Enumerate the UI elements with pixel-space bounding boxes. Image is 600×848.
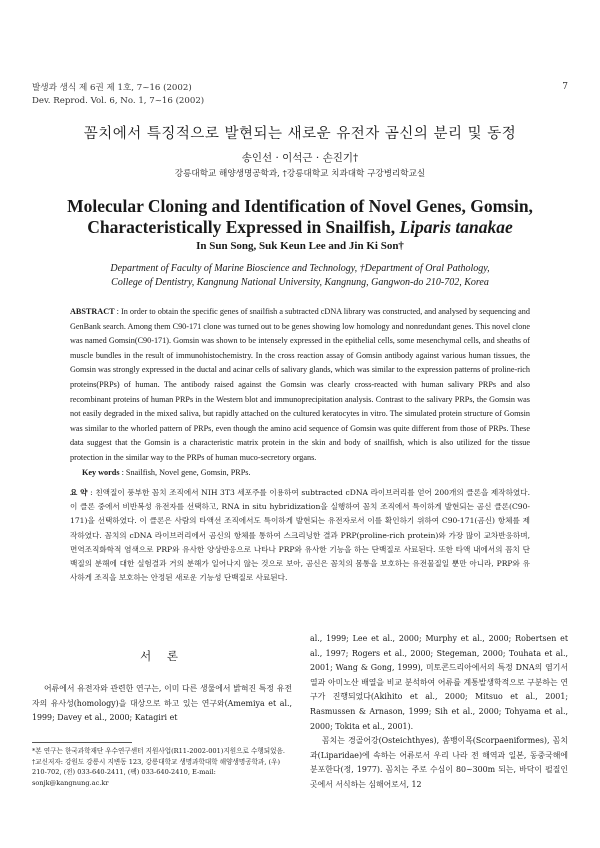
species-name: Liparis tanakae: [399, 217, 513, 237]
english-affiliation-line-2: College of Dentistry, Kangnung National University, Kangnung, Gangwon-do 210-702, Korea: [111, 277, 489, 288]
korean-abstract-label: 요 약: [70, 488, 88, 497]
intro-paragraph-1-continued: al., 1999; Lee et al., 2000; Murphy et al., 2000; Robertsen et al., 1997; Rogers et al., 2000; Stegeman, 2000; Touhata et al., 2001; Wang & Gong, 1999), 미토콘드리아에서의 특정 DNA의 염기서열과 아미노산 배열을 비교 분석하여 어류를 계통발생학적으로 구분하는 연구가 진행되었다(Akihito et al., 2000; Mitsuo et al., 2001; Rasmussen & Arnason, 1999; Sih et al., 2000; Tohyama et al., 2000; Tokita et al., 2001).: [310, 634, 568, 731]
intro-paragraph-2: 꼼치는 경골어강(Osteichthyes), 쏨뱅이목(Scorpaeniformes), 꼼치과(Liparidae)에 속하는 어류로서 우리 나라 전 해역과 일본, 동중국해에 분포한다(정, 1977). 꼼치는 주로 수심이 80~300m 되는, 바닥이 펄질인 곳에서 서식하는 심해어로서, 12: [310, 736, 568, 789]
footnote-funding: *본 연구는 한국과학재단 우수연구센터 지원사업(R11-2002-001)지원으로 수행되었음.: [32, 747, 285, 755]
footnotes: [32, 746, 292, 788]
section-heading-introduction: 서 론: [140, 649, 184, 663]
journal-citation-ko: 발생과 생식 제 6권 제 1호, 7~16 (2002): [32, 83, 192, 93]
english-title-line-2-text: Characteristically Expressed in Snailfish,: [87, 217, 400, 237]
english-authors: In Sun Song, Suk Keun Lee and Jin Ki Son†: [196, 240, 404, 252]
keywords-text: : Snailfish, Novel gene, Gomsin, PRPs.: [119, 467, 251, 477]
keywords-label: Key words: [82, 467, 120, 477]
journal-header: [32, 82, 204, 107]
abstract-body: [70, 305, 530, 466]
right-column: [310, 632, 568, 793]
footnote-divider: [32, 742, 132, 743]
intro-paragraph-1: 어류에서 유전자와 관련한 연구는, 이미 다른 생물에서 밝혀진 특정 유전자의 유사성(homology)을 대상으로 하고 있는 연구와(Amemiya et al., 1999; Davey et al., 2000; Katagiri et: [32, 684, 292, 723]
korean-title: 꼼치에서 특징적으로 발현되는 새로운 유전자 곰신의 분리 및 동정: [83, 126, 517, 142]
korean-affiliation: 강릉대학교 해양생명공학과, †강릉대학교 치과대학 구강병리학교실: [174, 169, 426, 179]
abstract: [70, 305, 530, 480]
english-title-line-2: [0, 217, 600, 238]
footnote-correspondence: †교신저자: 강원도 강릉시 지변동 123, 강릉대학교 생명과학대학 해양생명공학과, (우) 210-702, (전) 033-640-2411, (팩) 033-640-2410, E-mail: sonjk@kangnung.ac.kr: [32, 757, 281, 787]
english-title: [0, 196, 600, 238]
abstract-text: : In order to obtain the specific genes of snailfish a subtracted cDNA library was constructed, and analysed by sequencing and GenBank search. Among them C90-171 clone was turned out to be genes showing low homology and nonredundant genes. This novel clone was named Gomsin(C90-171). Gomsin was shown to be intensely expressed in the epithelial cells, some mesenchymal cells, and sheaths of muscle bundles in the result of immunohistochemistry. In the cross reaction assay of Gomsin antibody against various human tissues, the Gomsin was strongly expressed in the ductal and acinar cells of salivary glands, which was similar to the expression patterns of proline-rich proteins(PRPs) of human. The antibody raised against the Gomsin was clearly cross-reacted with human salivary PRPs and also recombinant proteins of human PRPs in the Western blot and immunoprecipitation analysis. Contrast to the salivary PRPs, the Gomsin was not easily degraded in the mixed saliva, but rapidly attached on the cultured keratocytes in vitro. The simulated protein structure of Gomsin was similar to the whorled pattern of PRPs, even though the amino acid sequence of Gomsin was quite different from those of PRPs. These data suggest that the Gomsin is a characteristic matrix protein in the skin and body of snailfish, which is also utilized for the tissue protection in the similar way to the PRPs of human muco-secretory organs.: [70, 307, 530, 462]
english-affiliation: [0, 262, 600, 290]
keywords: [70, 466, 530, 481]
korean-authors: 송인선 · 이석근 · 손진기†: [241, 152, 359, 164]
abstract-label: ABSTRACT: [70, 307, 115, 316]
page-number: 7: [562, 82, 568, 92]
english-affiliation-line-1: Department of Faculty of Marine Bioscience and Technology, †Department of Oral Pathology,: [110, 263, 490, 274]
english-title-line-1: Molecular Cloning and Identification of Novel Genes, Gomsin,: [67, 196, 533, 216]
journal-citation-en: Dev. Reprod. Vol. 6, No. 1, 7~16 (2002): [32, 95, 205, 106]
left-column: [32, 682, 292, 726]
korean-abstract: [70, 486, 530, 585]
korean-abstract-text: : 친액질이 풍부한 꼼치 조직에서 NIH 3T3 세포주를 이용하여 subtracted cDNA 라이브러리를 얻어 200개의 클론을 제작하였다. 이 클론 중에서 비반복성 유전자를 선택하고, RNA in situ hybridization을 실행하여 꼼치 조직에서 특이하게 발현되는 곰신 클론(C90-171)을 선택하였다. 이 클론은 사람의 타액선 조직에서도 특이하게 발현되는 유전자로서 이를 확인하기 위하여 C90-171(곰신) 항체를 제작하였다. 꼼치의 cDNA 라이브러리에서 곰신의 항체를 통하여 스크리닝한 결과 PRP(proline-rich protein)와 가장 많이 교차반응하며, 면역조직화학적 염색으로 PRP와 유사한 양상반응으로 나타나 PRP와 유사한 기능을 하는 단백질로 사료된다. 또한 타액 내에서의 꼼치 단백질의 분해에 대한 실험결과 거의 분해가 일어나지 않는 것으로 보아, 곰신은 꼼치의 몸통을 보호하는 유전물질일 뿐만 아니라, PRP와 유사하게 조직을 보호하는 안정된 새로운 기능성 단백질로 사료된다.: [70, 488, 530, 583]
